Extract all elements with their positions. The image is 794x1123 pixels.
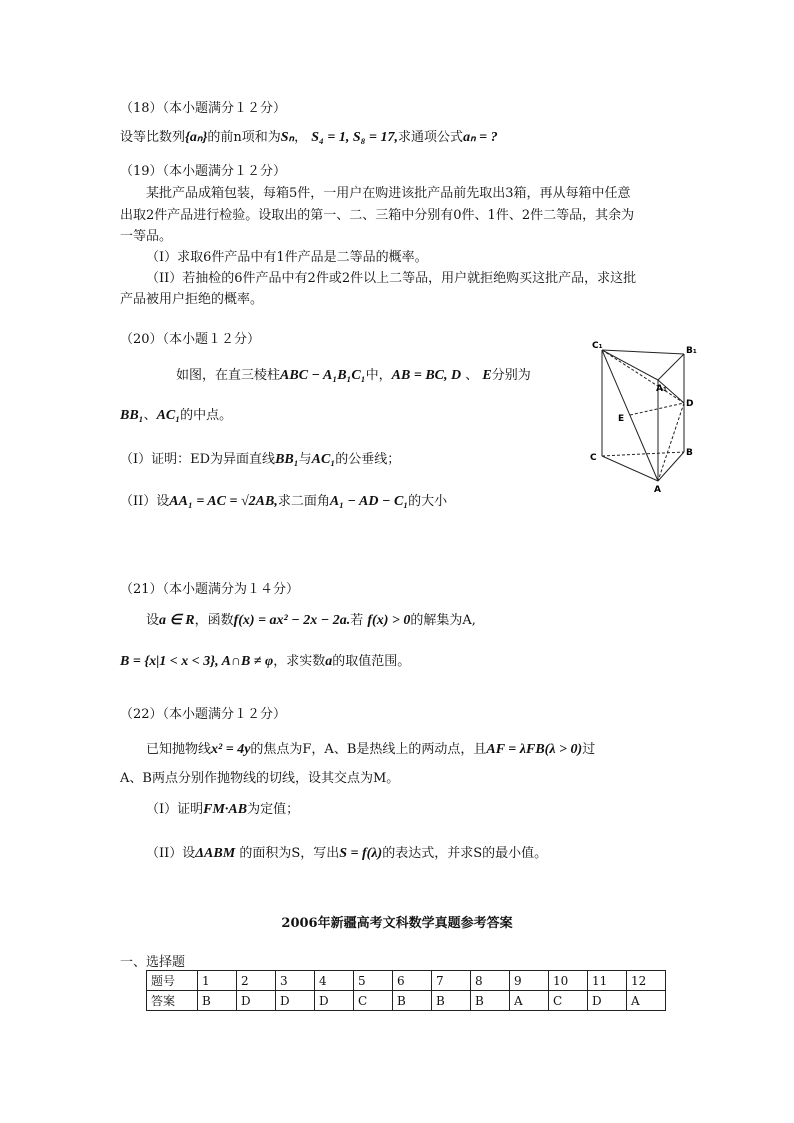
q21-line2 [120, 650, 410, 670]
q22-p2-m1: ΔABM [195, 846, 236, 861]
q20-part1 [120, 448, 400, 468]
table-cell-number: 3 [276, 971, 315, 991]
q18-sn: Sₙ [280, 130, 295, 145]
q22-p1-a: （I）证明 [146, 802, 204, 817]
table-cell-answer: B [393, 991, 432, 1011]
table-cell-number: 8 [471, 971, 510, 991]
table-cell-number: 5 [354, 971, 393, 991]
table-cell-number: 11 [588, 971, 627, 991]
edge-a-b [658, 452, 684, 481]
q20-p1-b: 与 [298, 452, 312, 467]
q18-text-c: ， [294, 130, 308, 145]
q21-l2-m2: a [325, 654, 333, 669]
table-cell-answer: B [471, 991, 510, 1011]
q20-l2-a: 、 [143, 408, 157, 423]
q22-line2: A、B两点分别作抛物线的切线，设其交点为M。 [120, 771, 400, 786]
hidden-edge-c1-d [602, 350, 684, 403]
table-cell-number: 4 [315, 971, 354, 991]
q20-line1 [176, 364, 531, 384]
table-cell-number: 6 [393, 971, 432, 991]
q21-l1-c: 若 [350, 613, 364, 628]
table-cell-number: 2 [237, 971, 276, 991]
q22-l1-c: 过 [582, 742, 596, 757]
q20-bb1: BB₁ [120, 408, 144, 423]
q22-l1-b: 的焦点为F，A、B是热线上的两动点，且 [250, 742, 487, 757]
q22-header: （22）（本小题满分１２分） [120, 707, 287, 722]
q19-line1: 某批产品成箱包装，每箱5件，一用户在购进该批产品前先取出3箱，再从每箱中任意 [146, 186, 631, 201]
label-b1: B₁ [686, 346, 697, 356]
head-label: 题号 [147, 971, 198, 991]
q20-p1-bb1: BB₁ [275, 452, 299, 467]
q21-l1-b: ，函数 [194, 613, 234, 628]
table-cell-answer: D [237, 991, 276, 1011]
edge-c1-a [602, 350, 658, 481]
q21-l1-m1: a ∈ R [159, 613, 195, 628]
table-cell-number: 12 [627, 971, 666, 991]
q20-l1-b: 中， [365, 368, 392, 383]
q22-p1-b: 为定值； [247, 802, 300, 817]
hidden-edge-d-a [658, 403, 684, 481]
label-b: B [686, 448, 693, 458]
q20-cond: AB = BC, D [391, 368, 462, 383]
edge-c1-b1 [602, 350, 684, 354]
q22-p2-m2: S = f(λ) [339, 846, 383, 861]
label-c1: C₁ [592, 341, 603, 351]
q22-part1 [146, 798, 299, 818]
table-cell-number: 1 [198, 971, 237, 991]
q20-p2-angle: A₁ − AD − C₁ [329, 494, 409, 509]
answer-label: 答案 [147, 991, 198, 1011]
q19-part1: （I）求取6件产品中有1件产品是二等品的概率。 [146, 250, 428, 265]
q20-p2-b: 求二面角 [277, 494, 330, 509]
q21-l1-m2: f(x) = ax² − 2x − 2a. [233, 613, 351, 628]
q18-cond: S₄ = 1, S₈ = 17, [311, 130, 399, 145]
q20-p1-a: （I）证明：ED为异面直线 [120, 452, 276, 467]
q18-header: （18）（本小题满分１２分） [120, 101, 287, 116]
q20-line2 [120, 404, 232, 424]
q19-part2b: 产品被用户拒绝的概率。 [120, 292, 264, 307]
q20-prism: ABC − A₁B₁C₁ [280, 368, 366, 383]
q21-l1-m3: f(x) > 0 [367, 613, 411, 628]
q20-header: （20）（本小题１２分） [120, 332, 261, 347]
table-cell-answer: A [627, 991, 666, 1011]
q20-p2-cond: AA₁ = AC = √2AB, [169, 494, 278, 509]
edge-c1-a1 [602, 350, 658, 380]
hidden-edge-c-b [602, 452, 684, 456]
q18-text-b: 的前n项和为 [207, 130, 281, 145]
q22-l1-m1: x² = 4y [211, 742, 251, 757]
table-row-numbers [147, 971, 666, 991]
q22-l1-a: 已知抛物线 [146, 742, 212, 757]
section-1-heading: 一、选择题 [120, 955, 186, 970]
q18-text-d: 求通项公式 [398, 130, 464, 145]
q22-l1-m2: AF = λFB(λ > 0) [486, 742, 583, 757]
q19-line2: 出取2件产品进行检验。设取出的第一、二、三箱中分别有0件、1件、2件二等品，其余为 [120, 208, 635, 223]
q18-text [120, 126, 498, 146]
q21-l1-a: 设 [146, 613, 160, 628]
q20-p2-a: （II）设 [120, 494, 170, 509]
q22-p2-b: 的面积为S，写出 [239, 846, 340, 861]
q20-l1-a: 如图，在直三棱柱 [176, 368, 281, 383]
prism-figure [588, 336, 708, 496]
q19-line3: 一等品。 [120, 229, 173, 244]
q19-part2a: （II）若抽检的6件产品中有2件或2件以上二等品，用户就拒绝购买这批产品，求这批 [146, 271, 637, 286]
table-cell-answer: C [549, 991, 588, 1011]
answer-table [146, 970, 666, 1011]
q18-seq: {aₙ} [185, 130, 208, 145]
table-cell-answer: C [354, 991, 393, 1011]
q20-p2-c: 的大小 [408, 494, 448, 509]
label-c: C [590, 453, 597, 463]
q21-line1 [146, 609, 476, 629]
edge-a1-b1 [658, 354, 684, 380]
q21-l2-m1: B = {x|1 < x < 3}, A∩B ≠ φ [120, 654, 274, 669]
table-cell-number: 7 [432, 971, 471, 991]
q22-line1 [146, 738, 595, 758]
q20-ac1: AC₁ [156, 408, 181, 423]
q21-l2-a: ，求实数 [273, 654, 326, 669]
q20-l1-d: 分别为 [491, 368, 531, 383]
hidden-edge-e-d [630, 403, 684, 415]
q21-l2-b: 的取值范围。 [332, 654, 411, 669]
edge-c-a [602, 456, 658, 481]
q20-l2-b: 的中点。 [180, 408, 233, 423]
label-d: D [686, 399, 694, 409]
table-cell-answer: D [315, 991, 354, 1011]
q21-header: （21）（本小题满分为１４分） [120, 582, 300, 597]
table-cell-answer: D [276, 991, 315, 1011]
q18-goal: aₙ = ? [463, 130, 498, 145]
q20-part2 [120, 490, 447, 510]
q22-p2-a: （II）设 [146, 846, 196, 861]
q18-text-a: 设等比数列 [120, 130, 186, 145]
q20-p1-c: 的公垂线； [335, 452, 401, 467]
label-e: E [618, 414, 625, 424]
q20-l1-c: 、 [465, 368, 479, 383]
table-cell-answer: B [198, 991, 237, 1011]
q19-header: （19）（本小题满分１２分） [120, 164, 287, 179]
label-a1: A₁ [656, 384, 667, 394]
table-cell-number: 9 [510, 971, 549, 991]
answer-title: 2006年新疆高考文科数学真题参考答案 [281, 916, 513, 931]
table-row-answers [147, 991, 666, 1011]
q20-p1-ac1: AC₁ [311, 452, 336, 467]
label-a: A [654, 485, 661, 495]
table-cell-number: 10 [549, 971, 588, 991]
q22-p1-m: FM·AB [203, 802, 248, 817]
q21-l1-d: 的解集为A, [410, 613, 476, 628]
table-cell-answer: B [432, 991, 471, 1011]
q22-p2-c: 的表达式，并求S的最小值。 [382, 846, 548, 861]
table-cell-answer: A [510, 991, 549, 1011]
q22-part2 [146, 842, 547, 862]
q20-e: E [482, 368, 492, 383]
table-cell-answer: D [588, 991, 627, 1011]
